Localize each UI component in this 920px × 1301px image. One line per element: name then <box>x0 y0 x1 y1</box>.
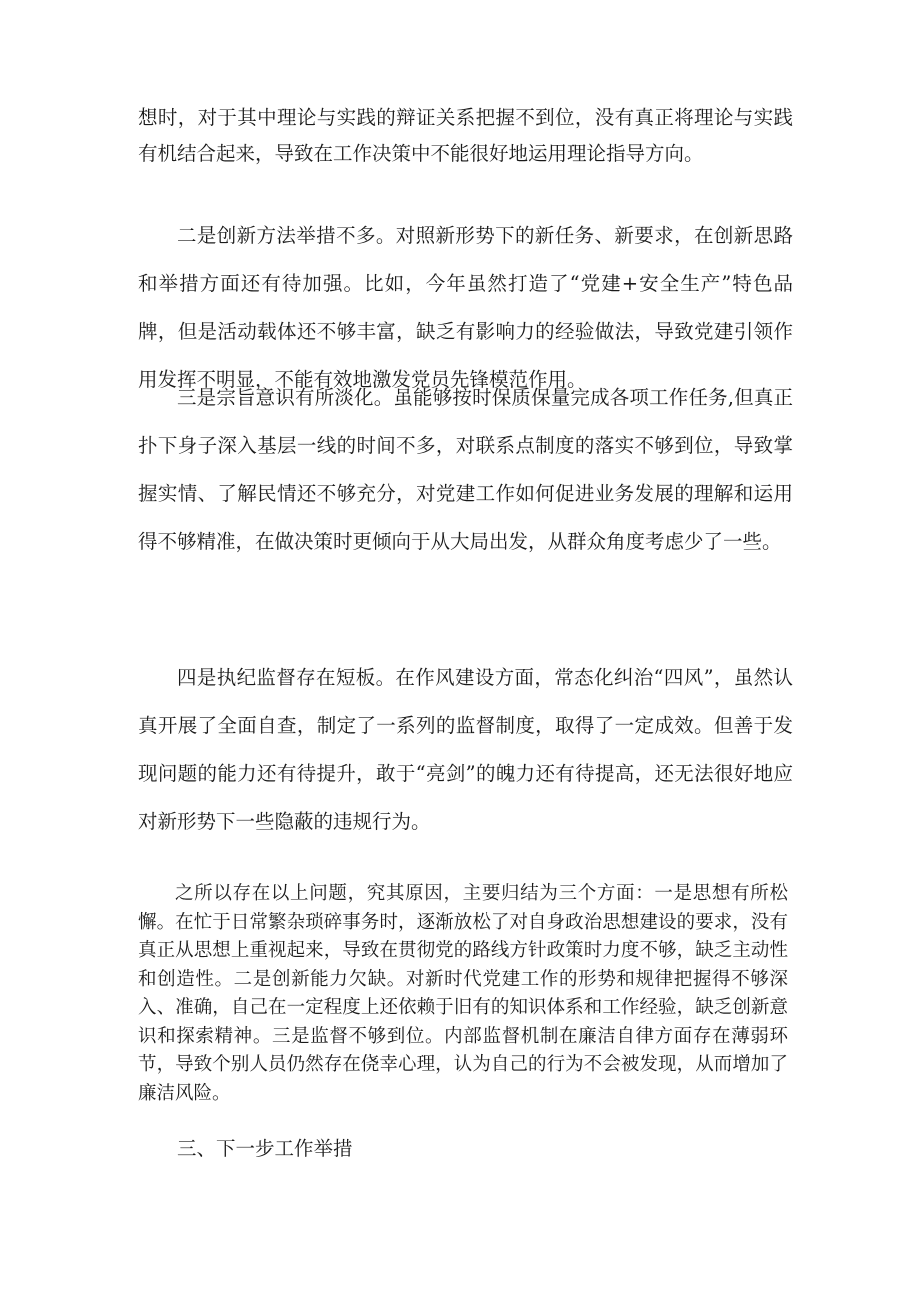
paragraph-continuation: 想时，对于其中理论与实践的辩证关系把握不到位，没有真正将理论与实践有机结合起来，导致在工作决策中不能很好地运用理论指导方向。 <box>138 106 793 165</box>
paragraph-root-causes: 之所以存在以上问题，究其原因，主要归结为三个方面：一是思想有所松懈。在忙于日常繁杂琐碎事务时，逐渐放松了对自身政治思想建设的要求，没有真正从思想上重视起来，导致在贯彻党的路线方针政策时力度不够，缺乏主动性和创造性。二是创新能力欠缺。对新时代党建工作的形势和规律把握得不够深入、准确，自己在一定程度上还依赖于旧有的知识体系和工作经验，缺乏创新意识和探索精神。三是监督不够到位。内部监督机制在廉洁自律方面存在薄弱环节，导致个别人员仍然存在侥幸心理，认为自己的行为不会被发现，从而增加了廉洁风险。 <box>138 883 788 1104</box>
paragraph-innovation: 二是创新方法举措不多。对照新形势下的新任务、新要求，在创新思路和举措方面还有待加强。比如，今年虽然打造了“党建+安全生产”特色品牌，但是活动载体还不够丰富，缺乏有影响力的经验做法，导致党建引领作用发挥不明显，不能有效地激发党员先锋模范作用。 <box>138 224 793 391</box>
section-heading: 三、下一步工作举措 <box>177 1137 353 1160</box>
paragraph-purpose-awareness: 三是宗旨意识有所淡化。虽能够按时保质保量完成各项工作任务,但真正扑下身子深入基层一线的时间不多，对联系点制度的落实不够到位，导致掌握实情、了解民情还不够充分，对党建工作如何促进业务发展的理解和运用得不够精准，在做决策时更倾向于从大局出发，从群众角度考虑少了一些。 <box>138 386 793 553</box>
paragraph-discipline-supervision: 四是执纪监督存在短板。在作风建设方面，常态化纠治“四风”，虽然认真开展了全面自查，制定了一系列的监督制度，取得了一定成效。但善于发现问题的能力还有待提升，敢于“亮剑”的魄力还有待提高，还无法很好地应对新形势下一些隐蔽的违规行为。 <box>138 666 793 833</box>
